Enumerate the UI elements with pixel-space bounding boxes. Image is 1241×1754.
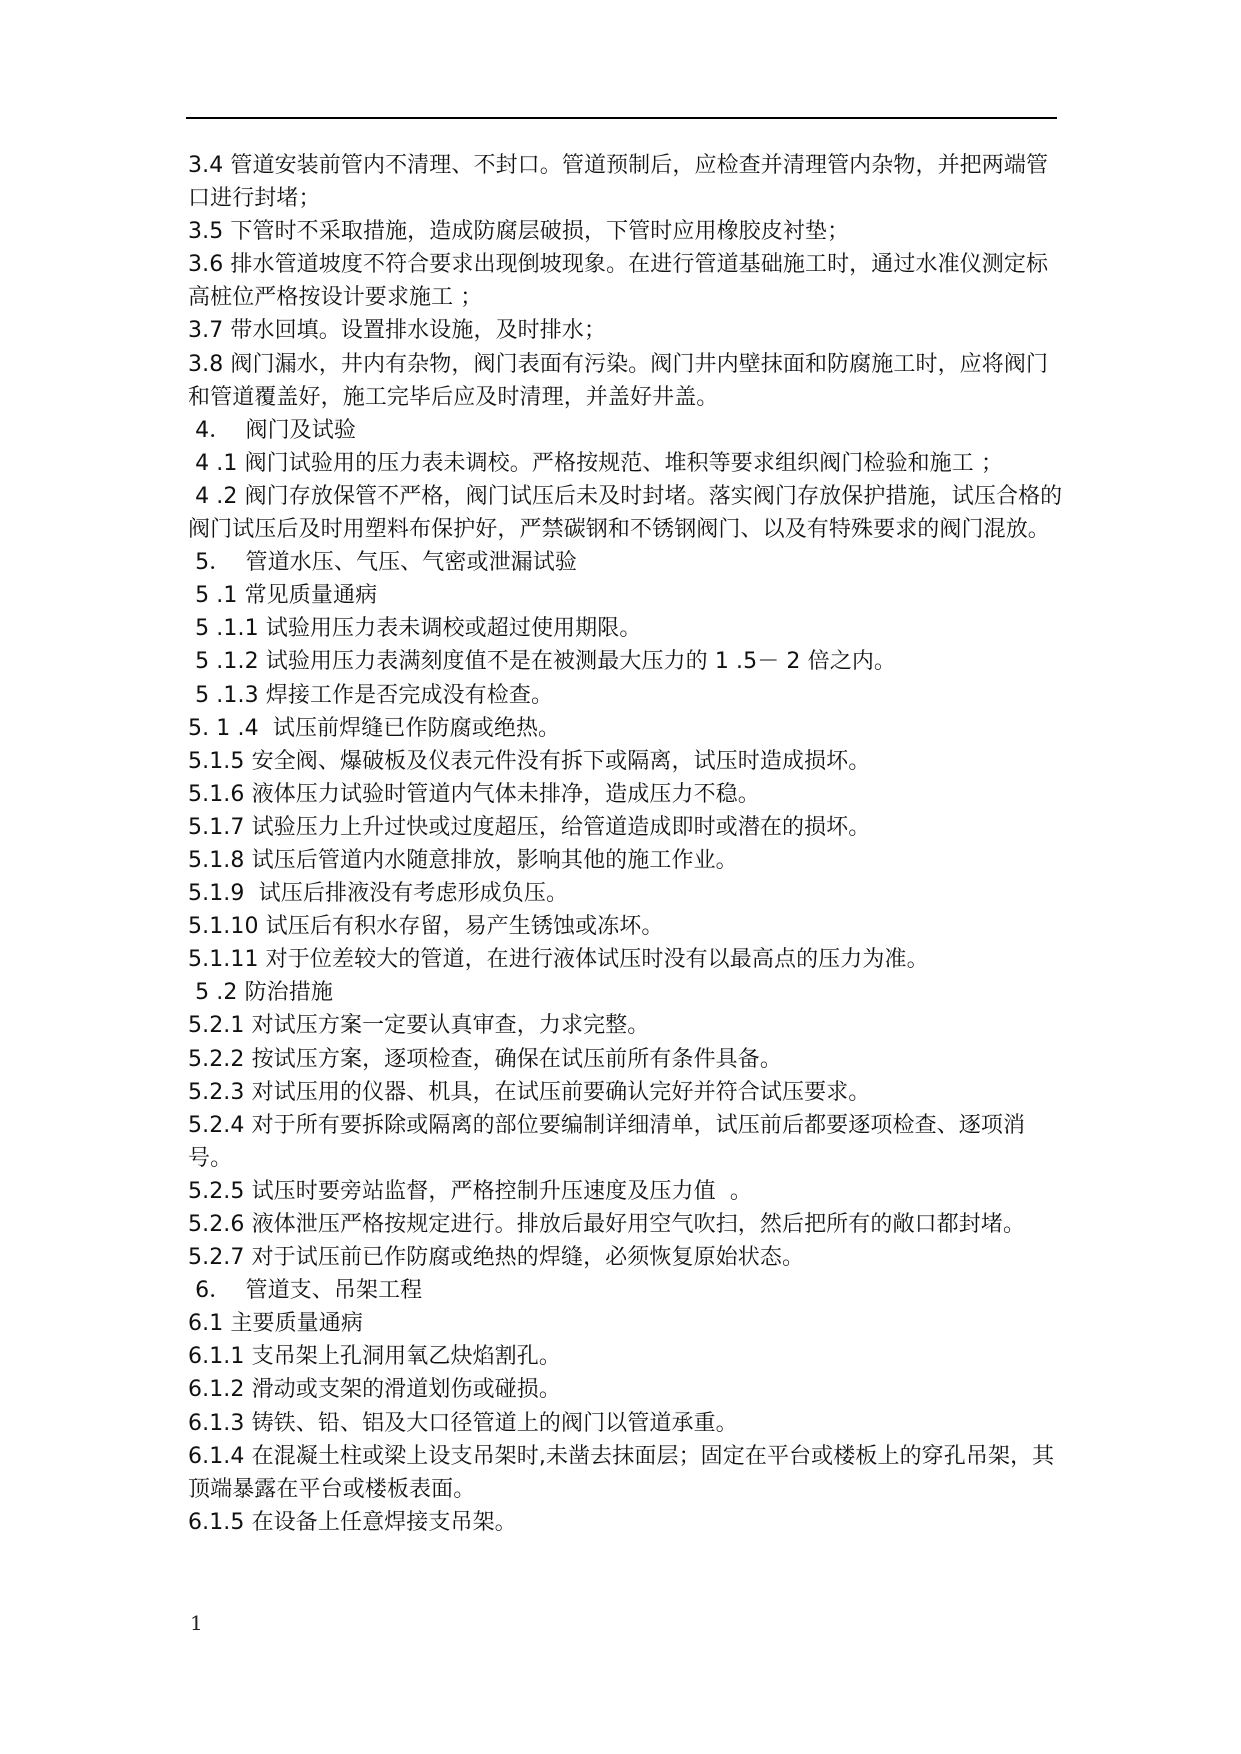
- paragraph: 4 .2 阀门存放保管不严格，阀门试压后未及时封堵。落实阀门存放保护措施，试压合格的阀门试压后及时用塑料布保护好，严禁碳钢和不锈钢阀门、以及有特殊要求的阀门混放。: [188, 483, 1063, 543]
- paragraph: 6.1.3 铸铁、铅、铝及大口径管道上的阀门以管道承重。: [188, 1410, 738, 1436]
- paragraph: 5 .1.1 试验用压力表未调校或超过使用期限。: [188, 616, 642, 642]
- paragraph: 5.2.4 对于所有要拆除或隔离的部位要编制详细清单，试压前后都要逐项检查、逐项消号。: [188, 1112, 1026, 1171]
- paragraph: 5 .1.3 焊接工作是否完成没有检查。: [188, 682, 554, 708]
- paragraph: 6.1.2 滑动或支架的滑道划伤或碰损。: [188, 1377, 561, 1403]
- paragraph: 3.4 管道安装前管内不清理、不封口。管道预制后，应检查并清理管内杂物，并把两端管口进行封堵；: [188, 153, 1049, 212]
- paragraph: 3.8 阀门漏水，井内有杂物，阀门表面有污染。阀门井内壁抹面和防腐施工时，应将阀门和管道覆盖好，施工完毕后应及时清理，并盖好井盖。: [188, 351, 1049, 410]
- paragraph: 5.2.5 试压时要旁站监督，严格控制升压速度及压力值 。: [188, 1178, 752, 1204]
- paragraph: 6.1.1 支吊架上孔洞用氧乙炔焰割孔。: [188, 1344, 561, 1370]
- paragraph: 5.2.6 液体泄压严格按规定进行。排放后最好用空气吹扫，然后把所有的敞口都封堵。: [188, 1212, 1026, 1237]
- paragraph: 5.1.5 安全阀、爆破板及仪表元件没有拆下或隔离，试压时造成损坏。: [188, 748, 871, 774]
- paragraph: 5.1.8 试压后管道内水随意排放，影响其他的施工作业。: [188, 847, 738, 873]
- paragraph: 6． 管道支、吊架工程: [188, 1278, 423, 1304]
- paragraph: 5.2.3 对试压用的仪器、机具，在试压前要确认完好并符合试压要求。: [188, 1079, 871, 1105]
- paragraph: 5.1.9 试压后排液没有考虑形成负压。: [188, 881, 569, 907]
- paragraph: 3.7 带水回填。设置排水设施，及时排水；: [188, 318, 607, 344]
- paragraph: 6.1 主要质量通病: [188, 1311, 363, 1337]
- paragraph: 5 .1.2 试验用压力表满刻度值不是在被测最大压力的 1 .5－ 2 倍之内。: [188, 649, 897, 675]
- paragraph: 5.1.10 试压后有积水存留，易产生锈蚀或冻坏。: [188, 914, 664, 940]
- paragraph: 5.1.6 液体压力试验时管道内气体未排净，造成压力不稳。: [188, 781, 760, 807]
- paragraph: 5 .1 常见质量通病: [188, 583, 378, 609]
- paragraph: 5.2.7 对于试压前已作防腐或绝热的焊缝，必须恢复原始状态。: [188, 1245, 805, 1271]
- paragraph: 5.1.11 对于位差较大的管道，在进行液体试压时没有以最高点的压力为准。: [188, 947, 929, 973]
- paragraph: 5.2.1 对试压方案一定要认真审查，力求完整。: [188, 1013, 650, 1039]
- paragraph: 5.1.7 试验压力上升过快或过度超压，给管道造成即时或潜在的损坏。: [188, 814, 871, 840]
- paragraph: 5.2.2 按试压方案，逐项检查，确保在试压前所有条件具备。: [188, 1046, 782, 1072]
- paragraph: 4． 阀门及试验: [188, 417, 356, 443]
- paragraph: 5 .2 防治措施: [188, 980, 333, 1006]
- page-number: 1: [190, 1611, 203, 1635]
- paragraph: 6.1.4 在混凝土柱或梁上设支吊架时,未凿去抹面层；固定在平台或楼板上的穿孔吊架，其顶端暴露在平台或楼板表面。: [188, 1443, 1055, 1502]
- paragraph: 5． 管道水压、气压、气密或泄漏试验: [188, 550, 577, 576]
- paragraph: 4 .1 阀门试验用的压力表未调校。严格按规范、堆积等要求组织阀门检验和施工 ；: [188, 450, 1004, 476]
- header-rule: [186, 117, 1057, 119]
- paragraph: 3.5 下管时不采取措施，造成防腐层破损，下管时应用橡胶皮衬垫；: [188, 219, 850, 245]
- document-body: [188, 149, 1068, 1539]
- paragraph: 3.6 排水管道坡度不符合要求出现倒坡现象。在进行管道基础施工时，通过水准仪测定标高桩位严格按设计要求施工 ；: [188, 252, 1049, 311]
- paragraph: 5. 1 .4 试压前焊缝已作防腐或绝热。: [188, 715, 561, 741]
- paragraph: 6.1.5 在设备上任意焊接支吊架。: [188, 1509, 517, 1535]
